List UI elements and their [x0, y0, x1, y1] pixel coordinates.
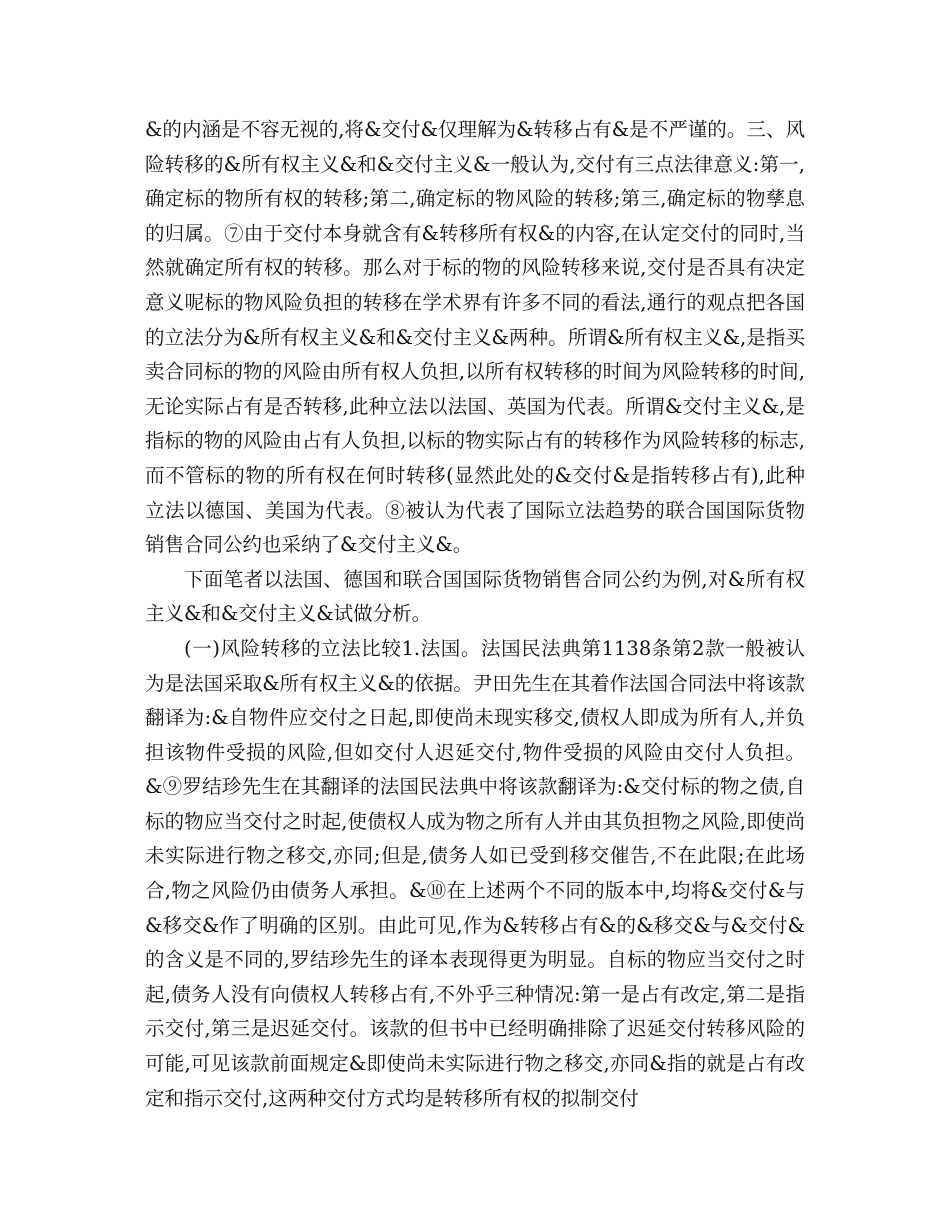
document-body: [145, 113, 805, 1116]
paragraph-1: &的内涵是不容无视的,将&交付&仅理解为&转移占有&是不严谨的。三、风险转移的&所有权主义&和&交付主义&一般认为,交付有三点法律意义:第一,确定标的物所有权的转移;第二,确定标的物风险的转移;第三,确定标的物孳息的归属。⑦由于交付本身就含有&转移所有权&的内容,在认定交付的同时,当然就确定所有权的转移。那么对于标的物的风险转移来说,交付是否具有决定意义呢标的物风险负担的转移在学术界有许多不同的看法,通行的观点把各国的立法分为&所有权主义&和&交付主义&两种。所谓&所有权主义&,是指买卖合同标的物的风险由所有权人负担,以所有权转移的时间为风险转移的时间,无论实际占有是否转移,此种立法以法国、英国为代表。所谓&交付主义&,是指标的物的风险由占有人负担,以标的物实际占有的转移作为风险转移的标志,而不管标的物的所有权在何时转移(显然此处的&交付&是指转移占有),此种立法以德国、美国为代表。⑧被认为代表了国际立法趋势的联合国国际货物销售合同公约也采纳了&交付主义&。: [145, 118, 805, 557]
paragraph-3: (一)风险转移的立法比较1.法国。法国民法典第1138条第2款一般被认为是法国采取&所有权主义&的依据。尹田先生在其着作法国合同法中将该款翻译为:&自物件应交付之日起,即使尚未现实移交,债权人即成为所有人,并负担该物件受损的风险,但如交付人迟延交付,物件受损的风险由交付人负担。&⑨罗结珍先生在其翻译的法国民法典中将该款翻译为:&交付标的物之债,自标的物应当交付之时起,使债权人成为物之所有人并由其负担物之风险,即使尚未实际进行物之移交,亦同;但是,债务人如已受到移交催告,不在此限;在此场合,物之风险仍由债务人承担。&⑩在上述两个不同的版本中,均将&交付&与&移交&作了明确的区别。由此可见,作为&转移占有&的&移交&与&交付&的含义是不同的,罗结珍先生的译本表现得更为明显。自标的物应当交付之时起,债务人没有向债权人转移占有,不外乎三种情况:第一是占有改定,第二是指示交付,第三是迟延交付。该款的但书中已经明确排除了迟延交付转移风险的可能,可见该款前面规定&即使尚未实际进行物之移交,亦同&指的就是占有改定和指示交付,这两种交付方式均是转移所有权的拟制交付: [145, 636, 805, 1110]
paragraph-2: 下面笔者以法国、德国和联合国国际货物销售合同公约为例,对&所有权主义&和&交付主义&试做分析。: [145, 567, 805, 626]
